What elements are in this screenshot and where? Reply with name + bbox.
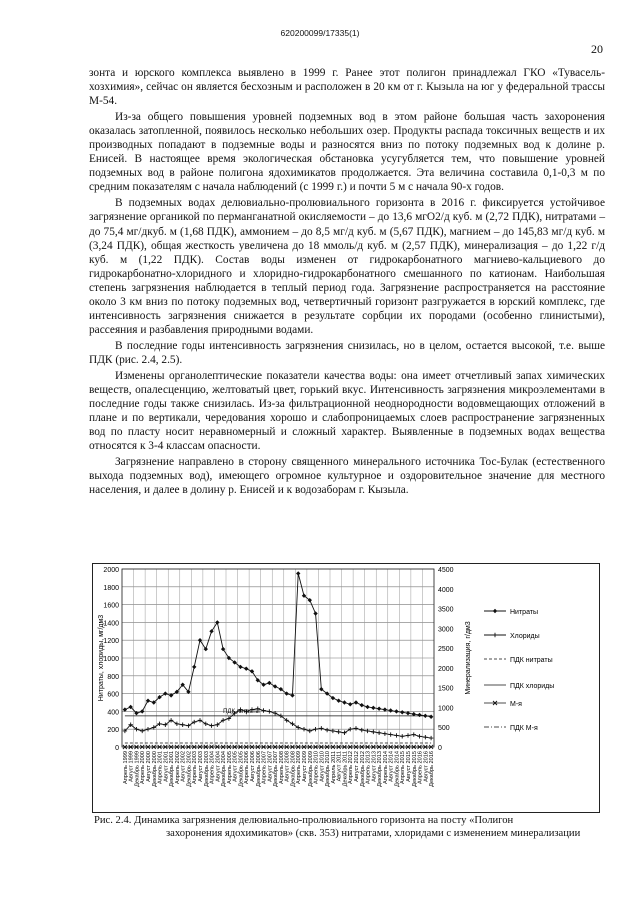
data-point-хлориды [267,709,271,713]
data-point-хлориды [192,720,196,724]
y-tick-label: 1800 [103,584,119,592]
y2-axis-label: Минерализация, г/дм3 [465,621,472,695]
data-point-хлориды [290,722,294,726]
data-point-хлориды [336,730,340,734]
y-tick-label: 1400 [103,620,119,628]
x-tick-label: Август 2003 [198,751,204,782]
y2-tick-label: 0 [438,745,442,752]
data-point-хлориды [394,733,398,737]
data-point-нитраты [429,715,433,719]
x-tick-label: Август 2006 [250,751,256,782]
data-point-нитраты [342,700,346,704]
legend-label: ПДК нитраты [510,657,553,664]
x-tick-label: Август 2000 [146,751,152,782]
y-tick-label: 200 [107,727,119,735]
x-tick-label: Апрель 2001 [157,751,164,784]
data-point-нитраты [244,666,248,670]
data-point-нитраты [400,710,404,714]
x-tick-label: Август 2015 [406,751,412,782]
x-tick-label: Апрель 2012 [348,751,355,784]
y2-tick-label: 1500 [438,685,454,693]
data-point-хлориды [429,736,433,740]
legend-label: Нитраты [510,609,539,616]
data-point-хлориды [423,735,427,739]
x-tick-label: Декабрь 2013 [377,751,384,787]
data-point-хлориды [186,723,190,727]
x-tick-label: Апрель 2015 [400,751,407,784]
data-point-нитраты [198,638,202,642]
x-tick-label: Декабрь 2011 [342,751,349,787]
body-text [89,66,605,499]
x-tick-label: Апрель 2014 [382,751,389,784]
data-point-нитраты [192,665,196,669]
x-tick-label: Декабрь 2014 [394,751,401,787]
data-point-хлориды [412,732,416,736]
x-tick-label: Август 2010 [319,751,326,782]
y-tick-label: 400 [107,709,119,717]
data-point-нитраты [140,709,144,713]
data-point-нитраты [388,708,392,712]
x-tick-label: Апрель 2003 [192,751,199,784]
data-point-нитраты [371,706,375,710]
y2-tick-label: 3500 [438,606,454,614]
data-point-нитраты [377,707,381,711]
data-point-хлориды [261,708,265,712]
x-tick-label: Август 2014 [388,751,395,782]
y2-tick-label: 500 [438,725,450,733]
data-point-хлориды [406,733,410,737]
x-tick-label: Декабрь 2004 [221,751,228,787]
x-tick-label: Апрель 2013 [365,751,372,784]
legend-label: ПДК М-я [510,725,538,732]
in-plot-label: ПДК нитраты [223,708,260,715]
x-tick-label: Август 2012 [354,751,360,782]
x-tick-label: Август 2004 [215,751,222,782]
data-point-нитраты [354,700,358,704]
x-tick-label: Апрель 2008 [278,751,285,784]
y2-tick-label: 2000 [438,665,454,673]
paragraph: В подземных водах делювиально-пролювиального горизонта в 2016 г. фиксируется устойчивое загрязнение органикой по перманганатной окисляемости – до 13,6 мгО2/д куб. м (2,72 ПДК), нитратами – до 75,4 мг/дкуб. м (1,68 ПДК), аммонием – до 8,5 мг/д куб. м (5,67 ПДК), магнием – до 145,83 мг/д куб. м (3,24 ПДК), общая жесткость увеличена до 18 ммоль/д куб. м (2,57 ПДК), минерализация – до 1,22 г/д куб. м (1,22 ПДК). Состав воды изменен от гидрокарбонатного магниево-кальциевого до гидрокарбонатно-хлоридного и хлоридно-гидрокарбонатного смешанного по катионам. Наибольшая степень загрязнения наблюдается в теплый период года. Загрязнение распространяется на расстояние около 3 км вниз по потоку подземных вод, четвертичный горизонт разгружается в юрский комплекс, где интенсивность загрязнения снижается в результате сорбции их породами (особенно глинистыми), рассеяния и разбавления природными водами. [89,197,605,336]
x-tick-label: Декабрь 2012 [359,751,366,787]
y2-tick-label: 1000 [438,705,454,713]
legend-label: ПДК хлориды [510,683,555,690]
y-tick-label: 2000 [103,567,119,574]
x-tick-label: Декабрь 2009 [307,751,314,787]
x-tick-label: Август 1999 [128,751,135,782]
x-tick-label: Декабрь 2010 [325,751,332,787]
y2-tick-label: 3000 [438,626,454,634]
data-point-нитраты [163,691,167,695]
page-number: 20 [591,42,603,56]
x-tick-label: Август 2001 [163,751,170,782]
y-tick-label: 1600 [103,602,119,610]
data-point-хлориды [175,722,179,726]
y-axis-label: Нитраты, хлориды, мг/дм3 [98,614,105,702]
y2-tick-label: 4000 [438,586,454,594]
pollution-chart [92,563,600,813]
y-tick-label: 600 [107,691,119,699]
x-tick-label: Август 2016 [423,751,430,782]
x-tick-label: Август 2009 [302,751,308,782]
y-tick-label: 1200 [103,638,119,646]
y2-tick-label: 4500 [438,567,454,574]
data-point-хлориды [198,718,202,722]
figure-caption [94,814,609,840]
data-point-хлориды [180,723,184,727]
paragraph: В последние годы интенсивность загрязнения снизилась, но в целом, остается высокой, т.е. выше ПДК (рис. 2.4, 2.5). [89,339,605,366]
data-point-нитраты [146,699,150,703]
data-point-хлориды [325,728,329,732]
x-tick-label: Апрель 2016 [417,751,424,784]
data-point-хлориды [371,730,375,734]
data-point-хлориды [319,726,323,730]
data-point-хлориды [400,734,404,738]
x-tick-label: Август 2008 [284,751,291,782]
x-tick-label: Декабрь 2005 [238,751,245,787]
x-tick-label: Апрель 2007 [261,751,268,784]
data-point-нитраты [360,703,364,707]
caption-line-2: захоронения ядохимикатов» (скв. 353) нитратами, хлоридами с изменением минерализации [166,828,581,839]
x-tick-label: Август 2013 [371,751,378,782]
data-point-хлориды [354,726,358,730]
x-tick-label: Декабрь 2015 [411,751,418,787]
data-point-нитраты [215,620,219,624]
x-tick-label: Август 2002 [180,751,187,782]
x-tick-label: Апрель 2006 [244,751,251,784]
caption-line-1: Рис. 2.4. Динамика загрязнения делювиально-пролювиального горизонта на посту «Полигон [94,815,514,826]
y2-tick-label: 2500 [438,646,454,654]
legend-label: Хлориды [510,633,540,640]
x-tick-label: Декабрь 2016 [429,751,436,787]
x-tick-label: Апрель 2011 [330,751,337,784]
x-tick-label: Апрель 2010 [313,751,320,784]
x-tick-label: Апрель 2005 [226,751,233,784]
data-point-нитраты [394,709,398,713]
x-tick-label: Декабрь 2008 [290,751,297,787]
data-point-нитраты [204,647,208,651]
data-point-хлориды [302,727,306,731]
data-point-нитраты [267,681,271,685]
legend-marker [493,633,497,637]
y-tick-label: 1000 [103,656,119,663]
data-point-нитраты [417,713,421,717]
data-point-хлориды [388,732,392,736]
data-point-хлориды [157,722,161,726]
x-tick-label: Апрель 2009 [296,751,303,784]
document-id: 620200099/17335(1) [280,28,360,38]
data-point-хлориды [209,723,213,727]
data-point-хлориды [360,728,364,732]
data-point-нитраты [365,705,369,709]
x-tick-label: Апрель 2004 [209,751,216,784]
x-tick-label: Декабрь 2006 [255,751,262,787]
data-point-хлориды [313,727,317,731]
x-tick-label: Декабрь 2003 [203,751,210,787]
x-tick-label: Август 2007 [267,751,274,782]
data-point-хлориды [383,731,387,735]
legend-marker [493,609,497,613]
x-tick-label: Декабрь 2001 [169,751,176,787]
y-tick-label: 800 [107,673,119,681]
legend-label: М-я [510,701,522,708]
x-tick-label: Апрель 2000 [140,751,147,784]
x-tick-label: Август 2011 [336,751,343,782]
data-point-хлориды [417,734,421,738]
x-tick-label: Август 2005 [232,751,239,782]
data-point-нитраты [296,571,300,575]
x-tick-label: Декабрь 2000 [151,751,158,787]
data-point-хлориды [204,722,208,726]
x-tick-label: Декабрь 2002 [186,751,193,787]
data-point-нитраты [336,699,340,703]
data-point-нитраты [209,629,213,633]
data-point-нитраты [273,684,277,688]
y-tick-label: 0 [115,745,119,752]
data-point-хлориды [342,731,346,735]
paragraph: зонта и юрского комплекса выявлено в 1999 г. Ранее этот полигон принадлежал ГКО «Тувасель-хозхимия», сейчас он является бесхозным и расположен в 20 км от г. Кызыла на юг у федеральной трассы М-54. [89,67,605,108]
x-tick-label: Апрель 1999 [122,751,129,784]
x-tick-label: Апрель 2002 [174,751,181,784]
data-point-нитраты [313,611,317,615]
paragraph: Из-за общего повышения уровней подземных вод в этом районе большая часть захоронения оказалась затопленной, появилось несколько небольших озер. Продукты распада токсичных веществ и их производных попадают в подземные воды и разносятся вниз по потоку подземных вод к долине р. Енисей. В настоящее время экологическая обстановка усугубляется тем, что повышение уровней подземных вод в районе полигона ядохимикатов продолжается. Эта величина составила 0,1-0,3 м по средним показателям с начала наблюдений (с 1999 г.) и почти 5 м с начала 90-х годов. [89,111,605,194]
data-point-нитраты [348,702,352,706]
x-tick-label: Декабрь 1999 [134,751,141,787]
data-point-хлориды [348,727,352,731]
paragraph: Загрязнение направлено в сторону священного минерального источника Тос-Булак (естественного выхода подземных вод), имеющего огромное культурное и оздоровительное значение для местного населения, и далее в долину р. Енисей и к водозаборам г. Кызыла. [89,456,605,497]
data-point-хлориды [377,731,381,735]
data-point-нитраты [250,669,254,673]
x-tick-label: Декабрь 2007 [273,751,280,787]
data-point-хлориды [146,727,150,731]
paragraph: Изменены органолептические показатели качества воды: она имеет отчетливый запах химических веществ, опалесценцию, желтоватый цвет, горький вкус. Интенсивность загрязнения микроэлементами в последние годы также снизилась. Из-за фильтрационной неоднородности водовмещающих отложений в плане и по вертикали, чередования хорошо и слабопроницаемых слоев распространение загрязненных вод по пласту носит неравномерный и сложный характер. Выявленные в подземных водах вещества относятся к 3-4 классам опасности. [89,369,605,453]
data-point-нитраты [221,647,225,651]
